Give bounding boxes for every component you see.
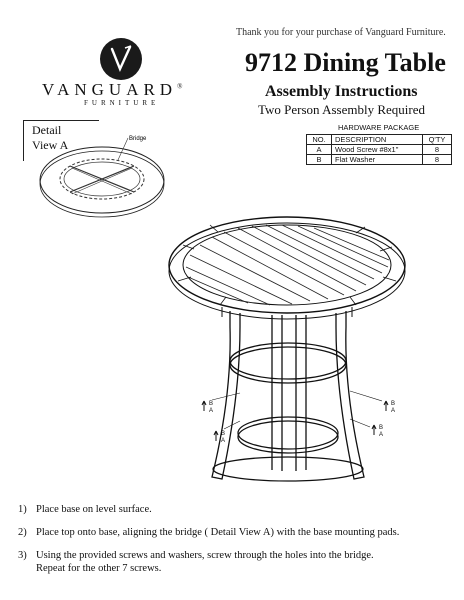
step-text: Using the provided screws and washers, screw through the holes into the bridge. Repeat for the other 7 screws. <box>36 550 374 574</box>
step-number: 3) <box>18 550 27 561</box>
callout-b-right-lower: B <box>379 425 384 431</box>
page-title: 9712 Dining Table <box>245 48 446 77</box>
callout-a-right-lower: A <box>379 432 384 438</box>
callout-b-left-upper: B <box>209 401 214 407</box>
table-row <box>307 145 452 155</box>
hardware-table <box>306 134 452 165</box>
column-header: Q'TY <box>423 135 452 145</box>
callout-b-right-upper: B <box>391 401 396 407</box>
brand-subtitle: FURNITURE <box>84 99 160 107</box>
list-item <box>18 549 458 575</box>
assembly-note: Two Person Assembly Required <box>258 102 425 117</box>
table-row <box>307 155 452 165</box>
table-illustration <box>160 215 425 495</box>
step-text: Place base on level surface. <box>36 504 152 515</box>
list-item <box>18 503 458 516</box>
callout-b-left-lower: B <box>221 431 226 437</box>
detail-view-a-drawing <box>30 128 170 228</box>
table-header-row <box>307 135 452 145</box>
thank-you-note: Thank you for your purchase of Vanguard Furniture. <box>236 27 446 38</box>
table-cell: 8 <box>423 145 452 155</box>
bridge-callout: Bridge <box>129 136 147 142</box>
detail-label: Detail View A <box>32 123 69 152</box>
callout-a-right-upper: A <box>391 408 396 414</box>
page-subtitle: Assembly Instructions <box>265 83 418 100</box>
table-cell: Flat Washer <box>332 155 423 165</box>
table-cell: Wood Screw #8x1" <box>332 145 423 155</box>
column-header: DESCRIPTION <box>332 135 423 145</box>
list-item <box>18 526 458 539</box>
hardware-title: HARDWARE PACKAGE <box>338 123 420 132</box>
vanguard-logo-icon <box>98 36 144 82</box>
step-number: 1) <box>18 504 27 515</box>
step-number: 2) <box>18 527 27 538</box>
table-cell: A <box>307 145 332 155</box>
step-text: Place top onto base, aligning the bridge ( Detail View A) with the base mounting pads. <box>36 527 400 538</box>
callout-a-left-upper: A <box>209 408 214 414</box>
brand-name: VANGUARD® <box>42 80 183 99</box>
callout-a-left-lower: A <box>221 438 226 444</box>
instruction-steps <box>18 503 458 585</box>
column-header: NO. <box>307 135 332 145</box>
table-cell: B <box>307 155 332 165</box>
table-cell: 8 <box>423 155 452 165</box>
